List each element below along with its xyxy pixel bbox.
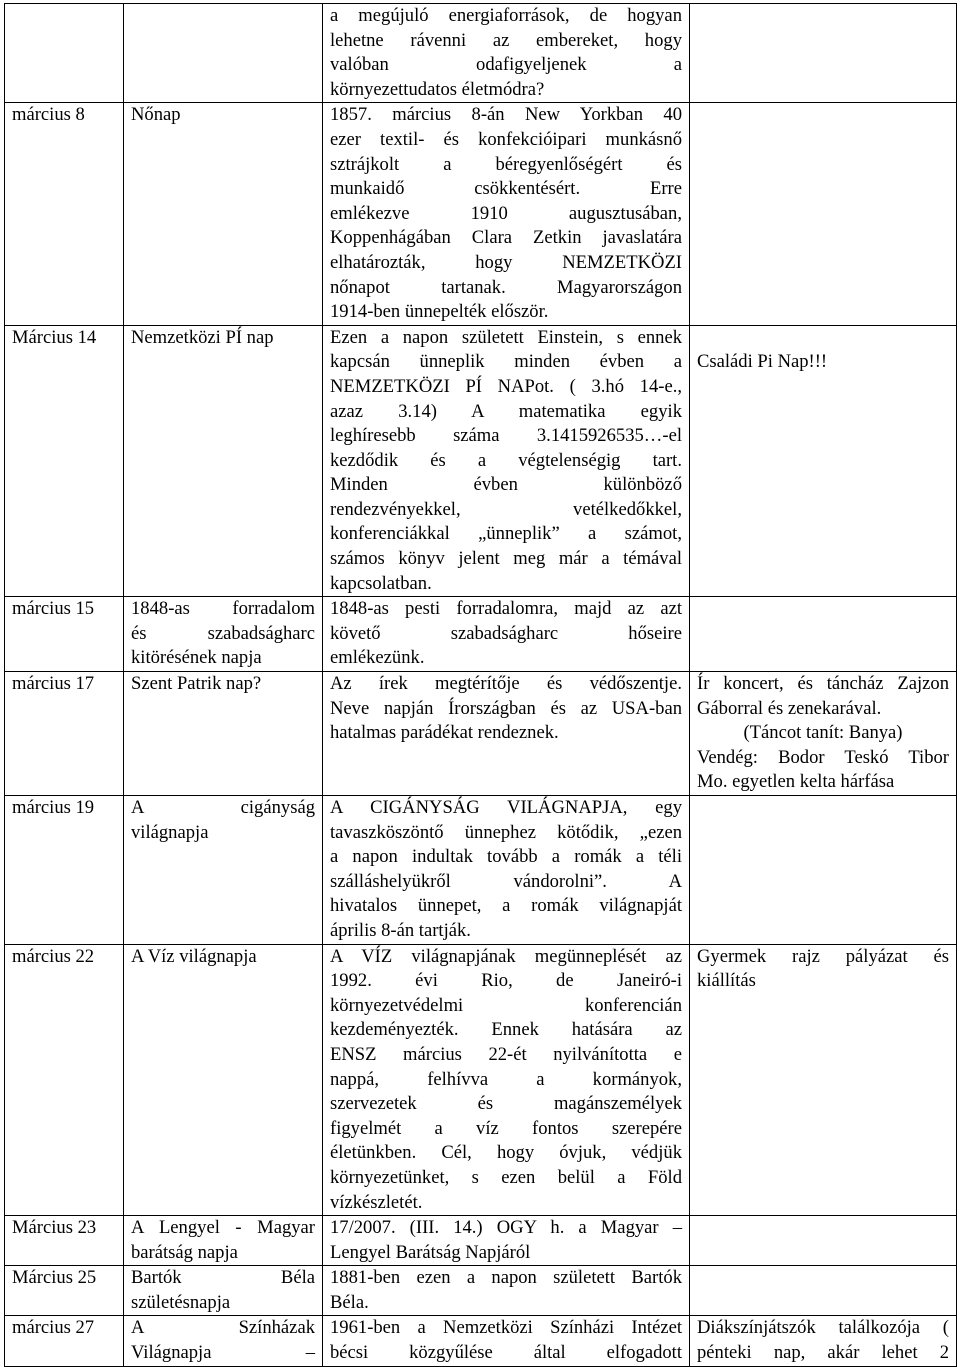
event-name-cell	[124, 4, 323, 103]
event-name-line: A Víz világnapja	[131, 945, 257, 967]
date-cell	[5, 1216, 124, 1266]
description-line: Neve napján Írországban és az USA-ban	[330, 697, 682, 719]
table-row	[5, 944, 957, 1216]
calendar-table	[4, 3, 957, 1367]
description-line: 1914-ben ünnepelték először.	[330, 301, 549, 323]
description-line: A CIGÁNYSÁG VILÁGNAPJA, egy	[330, 797, 682, 818]
event-name-cell	[124, 944, 323, 1216]
event-name-cell	[124, 325, 323, 597]
description-cell	[323, 1216, 690, 1266]
description-line: valóban odafigyeljenek a	[330, 54, 682, 76]
description-line: emlékezve 1910 augusztusában,	[330, 202, 682, 224]
date-text: március 27	[12, 1317, 95, 1339]
event-name-cell	[124, 103, 323, 325]
program-line: Vendég: Bodor Teskó Tibor	[697, 746, 949, 768]
description-cell	[323, 325, 690, 597]
date-cell	[5, 944, 124, 1216]
event-name-line: kitörésének napja	[131, 647, 262, 669]
date-cell	[5, 4, 124, 103]
program-cell	[690, 944, 957, 1216]
date-cell	[5, 325, 124, 597]
program-line: Családi Pi Nap!!!	[697, 351, 828, 373]
description-line: 1881-ben ezen a napon született Bartók	[330, 1267, 682, 1289]
description-line: nőnapot tartanak. Magyarországon	[330, 276, 682, 298]
event-name-cell	[124, 796, 323, 945]
program-line: kiállítás	[697, 970, 756, 992]
date-text: március 17	[12, 673, 95, 695]
description-line: elhatározták, hogy NEMZETKÖZI	[330, 251, 682, 273]
description-line: környezettudatos életmódra?	[330, 78, 545, 100]
date-cell	[5, 1316, 124, 1366]
description-line: Az írek megtérítője és védőszentje.	[330, 673, 682, 695]
program-line: Mo. egyetlen kelta hárfása	[697, 771, 895, 793]
program-cell	[690, 1316, 957, 1366]
program-line: Gyermek rajz pályázat és	[697, 945, 949, 967]
date-text: március 22	[12, 945, 95, 967]
event-name-cell	[124, 1266, 323, 1316]
description-line: hivatalos ünnepet, a romák világnapját	[330, 895, 682, 917]
description-line: NEMZETKÖZI PÍ NAPot. ( 3.hó 14-e.,	[330, 375, 682, 397]
date-cell	[5, 1266, 124, 1316]
table-row	[5, 325, 957, 597]
event-name-line: A Színházak	[131, 1317, 315, 1339]
description-line: a megújuló energiaforrások, de hogyan	[330, 5, 682, 26]
description-line: kapcsolatban.	[330, 572, 432, 594]
event-name-line: A cigányság	[131, 797, 315, 818]
program-cell	[690, 1216, 957, 1266]
date-cell	[5, 796, 124, 945]
event-name-line: 1848-as forradalom	[131, 598, 315, 620]
description-line: 17/2007. (III. 14.) OGY h. a Magyar –	[330, 1217, 682, 1239]
program-cell	[690, 796, 957, 945]
table-row	[5, 1316, 957, 1366]
table-row	[5, 103, 957, 325]
description-line: kapcsán ünneplik minden évben a	[330, 351, 682, 373]
date-text: március 8	[12, 104, 85, 126]
description-cell	[323, 4, 690, 103]
description-line: bécsi közgyűlése által elfogadott	[330, 1342, 682, 1364]
description-cell	[323, 597, 690, 672]
event-name-line: Nőnap	[131, 104, 181, 126]
description-line: Béla.	[330, 1291, 369, 1313]
description-line: követő szabadságharc hőseire	[330, 622, 682, 644]
description-line: kezdődik és a végtelenségig tart.	[330, 449, 682, 471]
description-line: leghíresebb száma 3.1415926535…-el	[330, 425, 682, 447]
program-line: Ír koncert, és táncház Zajzon	[697, 673, 949, 695]
program-cell	[690, 597, 957, 672]
date-cell	[5, 672, 124, 796]
program-line: Diákszínjátszók találkozója (	[697, 1317, 949, 1339]
event-name-cell	[124, 672, 323, 796]
description-line: 1992. évi Rio, de Janeiró-i	[330, 970, 682, 992]
description-cell	[323, 1316, 690, 1366]
event-name-line: barátság napja	[131, 1241, 238, 1263]
description-line: 1857. március 8-án New Yorkban 40	[330, 104, 682, 126]
program-cell	[690, 325, 957, 597]
description-line: 1848-as pesti forradalomra, majd az azt	[330, 598, 682, 620]
description-cell	[323, 672, 690, 796]
description-line: sztrájkolt a béregyenlőségért és	[330, 153, 682, 175]
description-line: azaz 3.14) A matematika egyik	[330, 400, 682, 422]
description-line: ENSZ március 22-ét nyilvánította e	[330, 1043, 682, 1065]
description-line: a napon indultak tovább a romák a téli	[330, 846, 682, 868]
description-line: környezetvédelmi konferencián	[330, 994, 682, 1016]
event-name-line: Világnapja –	[131, 1342, 315, 1364]
table-row	[5, 1266, 957, 1316]
description-line: 1961-ben a Nemzetközi Színházi Intézet	[330, 1317, 682, 1339]
description-line: A VÍZ világnapjának megünneplését az	[330, 945, 682, 967]
event-name-line: világnapja	[131, 821, 209, 843]
description-line: lehetne rávenni az embereket, hogy	[330, 29, 682, 51]
date-text: Március 14	[12, 326, 97, 348]
table-row	[5, 1216, 957, 1266]
date-cell	[5, 103, 124, 325]
program-line: pénteki nap, akár lehet 2	[697, 1342, 949, 1364]
description-line: környezetünket, s ezen belül a Föld	[330, 1166, 682, 1188]
description-line: szervezetek és magánszemélyek	[330, 1093, 682, 1115]
event-name-line: és szabadságharc	[131, 622, 315, 644]
description-line: emlékezünk.	[330, 647, 425, 669]
description-line: figyelmét a víz fontos szerepére	[330, 1117, 682, 1139]
program-cell	[690, 672, 957, 796]
program-cell	[690, 4, 957, 103]
date-cell	[5, 597, 124, 672]
description-line: ezer textil- és konfekcióipari munkásnő	[330, 128, 682, 150]
description-cell	[323, 103, 690, 325]
description-line: Ezen a napon született Einstein, s ennek	[330, 326, 682, 348]
description-line: tavaszköszöntő ünnephez kötődik, „ezen	[330, 821, 682, 843]
event-name-line: születésnapja	[131, 1291, 231, 1313]
description-line: munkaidő csökkentésért. Erre	[330, 178, 682, 200]
description-line: vízkészletét.	[330, 1191, 423, 1213]
description-line: Lengyel Barátság Napjáról	[330, 1241, 531, 1263]
description-cell	[323, 796, 690, 945]
description-line: Minden évben különböző	[330, 474, 682, 496]
description-line: április 8-án tartják.	[330, 919, 471, 941]
event-name-cell	[124, 1216, 323, 1266]
description-line: életünkben. Cél, hogy óvjuk, védjük	[330, 1142, 682, 1164]
table-row	[5, 4, 957, 103]
description-line: konferenciákkal „ünneplik” a számot,	[330, 523, 682, 545]
date-text: Március 23	[12, 1217, 97, 1239]
description-line: Koppenhágában Clara Zetkin javaslatára	[330, 227, 682, 249]
program-line: Gáborral és zenekarával.	[697, 697, 882, 719]
date-text: március 19	[12, 797, 95, 818]
description-line: hatalmas parádékat rendeznek.	[330, 722, 559, 744]
description-line: szálláshelyükről vándorolni”. A	[330, 870, 682, 892]
program-cell	[690, 1266, 957, 1316]
description-line: kezdeményezték. Ennek hatására az	[330, 1019, 682, 1041]
date-text: Március 25	[12, 1267, 97, 1289]
table-row	[5, 796, 957, 945]
description-line: rendezvényekkel, vetélkedőkkel,	[330, 498, 682, 520]
event-name-cell	[124, 597, 323, 672]
calendar-body	[5, 4, 957, 1367]
program-line: (Táncot tanít: Banya)	[743, 722, 903, 744]
event-name-line: Szent Patrik nap?	[131, 673, 262, 695]
description-line: nappá, felhívva a kormányok,	[330, 1068, 682, 1090]
event-name-line: Bartók Béla	[131, 1267, 315, 1289]
event-name-line: Nemzetközi PÍ nap	[131, 326, 274, 348]
program-cell	[690, 103, 957, 325]
description-line: számos könyv jelent meg már a témával	[330, 548, 682, 570]
date-text: március 15	[12, 598, 95, 620]
table-row	[5, 672, 957, 796]
table-row	[5, 597, 957, 672]
event-name-line: A Lengyel - Magyar	[131, 1217, 315, 1239]
description-cell	[323, 1266, 690, 1316]
description-cell	[323, 944, 690, 1216]
event-name-cell	[124, 1316, 323, 1366]
